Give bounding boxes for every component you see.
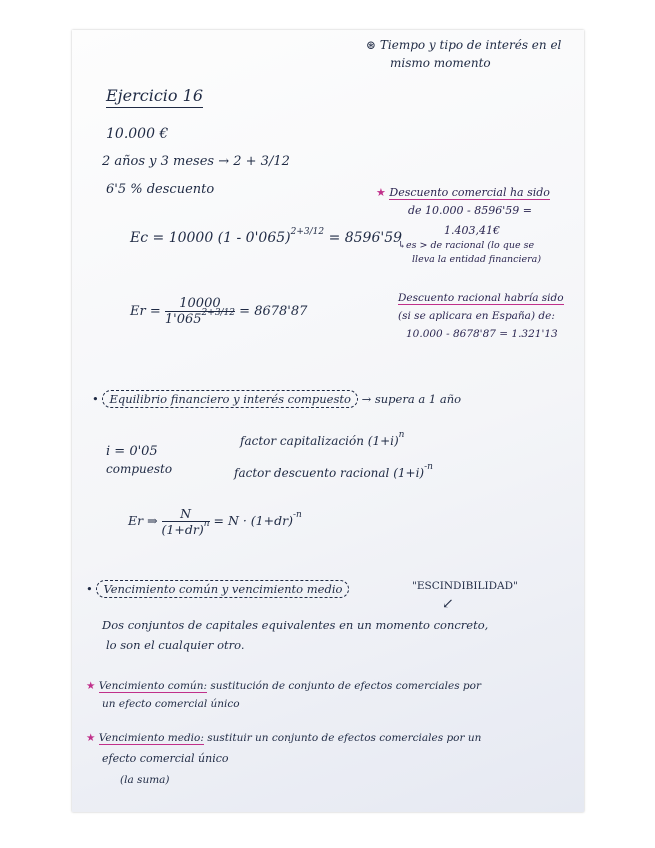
er-general-formula: Er ⇒ $\frac{N}{(1+dr)^n}$ = $N \cdot (1+dr)^{-n}$ (128, 506, 302, 537)
interes-compuesto: compuesto (106, 462, 173, 476)
star-icon: ★ (86, 732, 96, 744)
comun-line-1: ★ Vencimiento común: sustitución de conjunto de efectos comerciales por (86, 680, 481, 692)
comercial-note-line-4: lleva la entidad financiera) (412, 254, 542, 265)
er-formula: Er = $\frac{10000}{1'065^{2+3/12}}$ = 8678'87 (130, 296, 308, 327)
bullet-star: ⊛ (366, 38, 377, 52)
vencimiento-line-2: lo son el cualquier otro. (106, 638, 245, 652)
top-note-line-1: ⊛ Tiempo y tipo de interés en el (366, 38, 562, 52)
comercial-note-line-3: ↳es > de racional (lo que se (398, 240, 535, 251)
medio-line-2: efecto comercial único (102, 752, 229, 765)
star-icon: ★ (86, 680, 96, 692)
descuento-line: 6'5 % descuento (106, 182, 215, 197)
plazo-line: 2 años y 3 meses → 2 + 3/12 (102, 154, 290, 169)
star-icon: ★ (376, 186, 386, 199)
factor-capitalizacion: factor capitalización $(1+i)^n$ (240, 430, 405, 448)
escindibilidad-label: "ESCINDIBILIDAD" (412, 580, 518, 592)
ec-formula: Ec = 10000 (1 - 0'065)$^{2+3/12}$ = 8596'59 (130, 227, 403, 246)
notebook-page (72, 30, 584, 812)
interes-i: i = 0'05 (106, 444, 158, 459)
comun-line-2: un efecto comercial único (102, 698, 240, 710)
medio-line-1: ★ Vencimiento medio: sustituir un conjunto de efectos comerciales por un (86, 732, 482, 744)
equilibrio-heading: • Equilibrio financiero y interés compuesto → supera a 1 año (92, 392, 462, 406)
top-note-line-2: mismo momento (390, 56, 491, 70)
racional-note-line-2: 10.000 - 8678'87 = 1.321'13 (406, 328, 558, 340)
escindibilidad-arrow: ↙ (442, 596, 454, 612)
comercial-note-title: ★ Descuento comercial ha sido (376, 186, 550, 199)
exercise-title: Ejercicio 16 (106, 86, 203, 108)
capital-line: 10.000 € (106, 126, 169, 142)
racional-note-line-1: (si se aplicara en España) de: (398, 310, 555, 322)
racional-note-title: Descuento racional habría sido (398, 292, 564, 304)
medio-line-3: (la suma) (120, 774, 170, 786)
vencimiento-heading: • Vencimiento común y vencimiento medio (86, 582, 349, 596)
factor-descuento: factor descuento racional $(1+i)^{-n}$ (234, 462, 433, 480)
comercial-note-line-1: de 10.000 - 8596'59 = (408, 204, 532, 217)
vencimiento-line-1: Dos conjuntos de capitales equivalentes en un momento concreto, (102, 618, 489, 632)
comercial-note-line-2: 1.403,41€ (444, 224, 500, 237)
